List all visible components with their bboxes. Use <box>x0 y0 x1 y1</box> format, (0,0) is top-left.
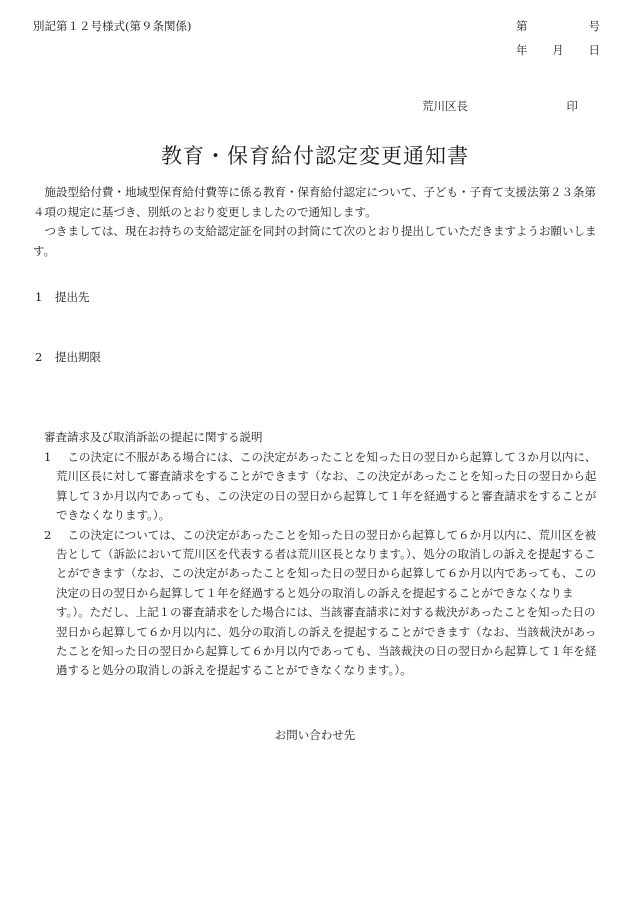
issuer-name: 荒川区長 <box>422 99 468 113</box>
section-submission-destination <box>35 289 90 305</box>
list-item <box>44 526 604 681</box>
item-number: 1 <box>44 450 52 464</box>
issuer <box>422 98 578 114</box>
date-year: 年 <box>516 43 528 57</box>
appeal-title: 審査請求及び取消訴訟の提起に関する説明 <box>44 430 263 444</box>
date-day: 日 <box>588 43 600 57</box>
contact-label: お問い合わせ先 <box>274 728 356 742</box>
appeal-list <box>44 448 604 681</box>
section-label: 提出先 <box>55 290 90 304</box>
item-text: この決定については、この決定があったことを知った日の翌日から起算して６か月以内に、荒川区を被告として（訴訟において荒川区を代表する者は荒川区長となります。）、処分の取消しの訴えを提起することができます（なお、この決定があったことを知った日の翌日から起算して６か月以内であっても、この決定の日の翌日から起算して１年を経過すると処分の取消しの訴えを提起することができなくなります。）。ただし、上記１の審査請求をした場合には、当該審査請求に対する裁決があったことを知った日の翌日から起算して６か月以内に、処分の取消しの訴えを提起することができます（なお、当該裁決があったことを知った日の翌日から起算して６か月以内であっても、当該裁決の日の翌日から起算して１年を経過すると処分の取消しの訴えを提起することができなくなります。）。 <box>56 527 597 678</box>
document-title: 教育・保育給付認定変更通知書 <box>161 144 469 168</box>
issuer-seal: 印 <box>566 99 578 113</box>
date-row <box>516 42 600 58</box>
number-suffix: 号 <box>588 19 600 33</box>
item-number: 2 <box>44 527 52 542</box>
intro-text <box>33 183 605 261</box>
date-month: 月 <box>552 43 564 57</box>
number-prefix: 第 <box>516 19 528 33</box>
section-number: 2 <box>35 350 43 364</box>
list-item <box>44 448 604 526</box>
section-number: 1 <box>35 290 43 304</box>
item-text: この決定に不服がある場合には、この決定があったことを知った日の翌日から起算して３か月以内に、荒川区長に対して審査請求をすることができます（なお、この決定があったことを知った日の翌日から起算して３か月以内であっても、この決定の日の翌日から起算して１年を経過すると審査請求をすることができなくなります。）。 <box>56 450 597 523</box>
section-label: 提出期限 <box>55 350 101 364</box>
intro-paragraph-1: 施設型給付費・地域型保育給付費等に係る教育・保育給付認定について、子ども・子育て支援法第２３条第４項の規定に基づき、別紙のとおり変更しましたので通知します。 <box>33 185 597 219</box>
intro-paragraph-2: つきましては、現在お持ちの支給認定証を同封の封筒にて次のとおり提出していただきますようお願いします。 <box>33 224 597 258</box>
section-submission-deadline <box>35 349 101 365</box>
form-label: 別記第１２号様式(第９条関係) <box>33 19 192 33</box>
document-number-block <box>516 18 600 58</box>
